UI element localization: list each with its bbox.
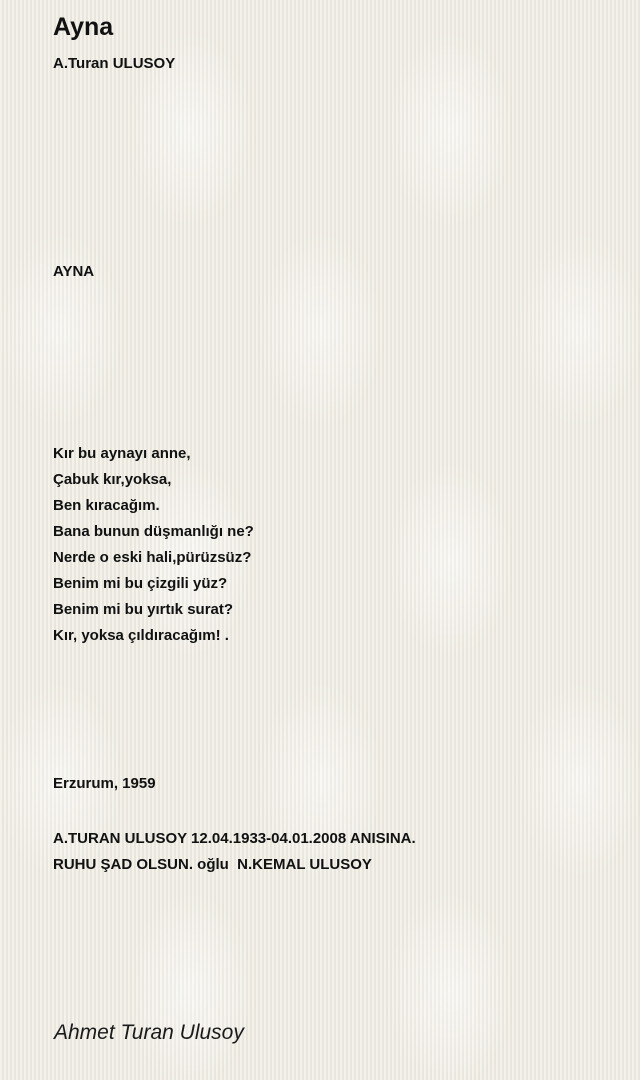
poem-heading: AYNA bbox=[53, 263, 95, 280]
poem-line: Nerde o eski hali,pürüzsüz? bbox=[53, 549, 252, 566]
poem-author: A.Turan ULUSOY bbox=[53, 55, 176, 72]
poem-stanza bbox=[53, 441, 254, 649]
dedication-line: A.TURAN ULUSOY 12.04.1933-04.01.2008 ANISINA. bbox=[53, 830, 416, 847]
place-date: Erzurum, 1959 bbox=[53, 775, 156, 792]
poem-line: Kır, yoksa çıldıracağım! . bbox=[53, 627, 229, 644]
author-signature: Ahmet Turan Ulusoy bbox=[54, 1021, 244, 1044]
poem-line: Kır bu aynayı anne, bbox=[53, 445, 191, 462]
poem-line: Benim mi bu yırtık surat? bbox=[53, 601, 234, 618]
poem-line: Benim mi bu çizgili yüz? bbox=[53, 575, 228, 592]
poem-line: Çabuk kır,yoksa, bbox=[53, 471, 172, 488]
poem-title: Ayna bbox=[53, 13, 114, 41]
poem-line: Ben kıracağım. bbox=[53, 497, 160, 514]
poem-line: Bana bunun düşmanlığı ne? bbox=[53, 523, 254, 540]
dedication-line: RUHU ŞAD OLSUN. oğlu N.KEMAL ULUSOY bbox=[53, 856, 372, 873]
dedication bbox=[53, 826, 416, 878]
